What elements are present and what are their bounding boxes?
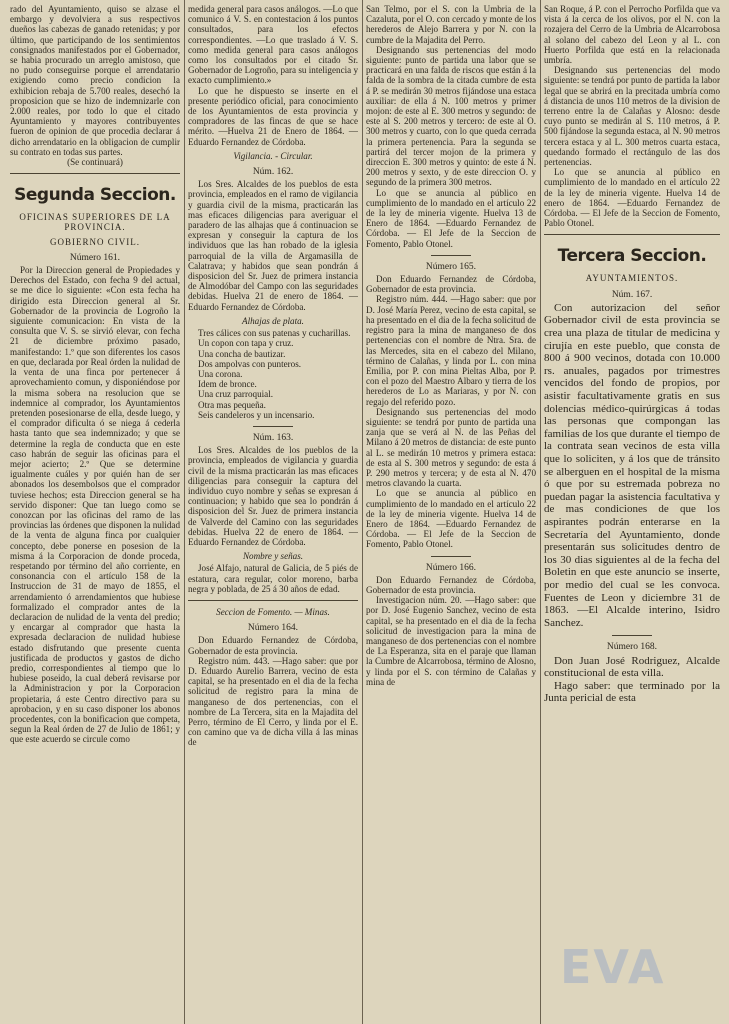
subsection-heading: Seccion de Fomento. — Minas.	[216, 606, 330, 617]
paragraph: Por la Direccion general de Propiedades y Derechos del Estado, con fecha 9 del actual, se me dice lo siguiente: «Con esta fecha ha dirigido esta Direccion general al Sr. Gobernador de la provincia de Logroño la siguiente comunicacion: En vista de la consulta que V. S. se sirvió elevar, con fecha 21 de diciembre próximo pasado, manifestando: 1.º que son diferentes los casos en que, declarada por Real órden la nulidad de la venta de una finca por pertenecer á aprovechamiento comun, y disponiéndose por la misma sobera na resolucion que se indemnice al comprador, los Ayuntamientos pretenden posesionarse de ella, desde luego, y el comprador dificulta ó se niega á cederla hasta tanto que sea indemnizado; y que se determine la regla de conducta que en este caso habrán de seguir las oficinas para el mejor acierto; 2.º Que se determine igualmente cuáles y por quién han de ser abonados los desembolsos que el comprador tuviese hechos; esta Direccion general se ha servido disponer: Que tan luego como se conozcan por las oficinas del ramo de las provincias las órdenes que disponen la nulidad de la venta de alguna finca por cualquier concepto, debe ponerse en posesion de la misma á la Corporacion de donde proceda, respetando por término del año corriente, en consonancia con el artículo 158 de la Instruccion de 31 de mayo de 1855, el arrendamiento ó arrendamientos que hubiese formalizado el comprador antes de la declaracion de nulidad de la venta del predio; y encargar al comprador que hasta la expresada declaracion de nulidad hubiese estado disfrutando que presente cuenta justificada de productos y gastos de dicho predio, correspondientes al tiempo que lo hubiese poseido, la cual deberá revisarse por la Administracion y por la Corporacion propietaria, á este Centro directivo para su aprobacion, y en su caso disponer los abonos procedentes, con la bonificacion que competa, segun la Real órden de 27 de Julio de 1861; y que este acuerdo se circule como	[10, 265, 180, 745]
paragraph: José Alfajo, natural de Galicia, de 5 piés de estatura, cara regular, color moreno, barba negra y poblada, de 25 á 30 años de edad.	[188, 563, 358, 594]
paragraph: Don Eduardo Fernandez de Córdoba, Gobernador de esta provincia.	[188, 635, 358, 656]
list-item: Una corona.	[198, 368, 243, 379]
paragraph: Hago saber: que terminado por la Junta pericial de esta	[544, 679, 720, 705]
notice-number: Número 166.	[425, 562, 477, 573]
gov-heading: GOBIERNO CIVIL.	[50, 236, 140, 247]
watermark-stamp: EVA	[560, 940, 666, 994]
divider	[10, 173, 180, 174]
paragraph: Los Sres. Alcaldes de los pueblos de la provincia, empleados de vigilancia y guardia civil de la misma practicarán las mas eficaces diligencias para conseguir la captura del individuo cuyo nombre y señas se expresan á continuacion; y habido que sea lo pondrán á disposicion del Sr. Juez de primera instancia de Valverde del Camino con las seguridades debidas. Huelva 22 de enero de 1864. —Eduardo Fernandez de Córdoba.	[188, 445, 358, 547]
paragraph: Don Eduardo Fernandez de Córdoba, Gobernador de esta provincia.	[366, 574, 536, 595]
list-item: Dos ampolvas con punteros.	[198, 358, 302, 369]
notice-number: Número 164.	[247, 623, 299, 634]
column-rule	[540, 0, 541, 1024]
continuation-note: (Se continuará)	[67, 157, 123, 168]
paragraph: Don Juan José Rodriguez, Alcalde constitucional de esta villa.	[544, 654, 720, 680]
notice-number: Número 168.	[606, 642, 658, 653]
divider	[253, 426, 293, 427]
column-rule	[184, 0, 185, 1024]
paragraph: Designando sus pertenencias del modo siguiente: punto de partida una labor que se practicará en una falda de riscos que están á la falda de la sombra de la citada cumbre de esta á P. se medirán 30 metros fijándose una estaca auxiliar: de ella á N. 100 metros y primer mojon: de este al E. 300 metros y segundo: de este al S. 200 metros y tercero: de este al O. 300 metros y cuarto, con lo que queda cerrada la primera pertenencia. Para la segunda se partirá del tercer mojon de la primera y direccion E. 300 metros y quinto: de este á N. 200 metros y sexto, y de este direccion O. y segundo de la primera 300 metros.	[366, 44, 536, 188]
column-1	[10, 4, 180, 1020]
paragraph: rado del Ayuntamiento, quiso se alzase el embargo y devolviera a sus respectivos dueños las cabezas de ganado retenidas; y por último, que participando de los sentimientos consignados manifestados por el Gobernador, se habia procurado un arreglo amistoso, que no pudo conseguirse porque el arrendatario exigiendo como precio condicion la exhibicion rebaja de 5.700 reales, desechó la proposicion que se hizo de indemnizarle con 2.000 reales, por todo lo que el citado Ayuntamiento y mayores contribuyentes fueron de opinion de que procedia declarar á dicho arrendatario en la obligacion de cumplir su contrato en todas sus partes.	[10, 4, 180, 157]
paragraph: Registro núm. 443. —Hago saber: que por D. Eduardo Aurelio Barrera, vecino de esta capital, se ha presentado en el dia de la fecha solicitud de registro para la mina de manganeso de dos pertenencias, con el nombre de La Tercera, sita en la Majadita del Perro, término de El Cerro, y linda por el E. con camino que va de dicha villa á las minas de	[188, 655, 358, 748]
column-2	[188, 4, 358, 1020]
divider	[431, 255, 471, 256]
list-item: Otra mas pequeña.	[198, 399, 266, 410]
alhajas-list	[188, 328, 358, 420]
divider	[612, 635, 652, 636]
paragraph: Designando sus pertenencias del modo siguiente: se tendrá por punto de partida la labor legal que se abrirá en la precitada umbría como á distancia de unos 110 metros de la division de terreno entre la de Calañas y Alosno: desde cuyo punto se medirán al S. 110 metros, á P. 500 fijándose la segunda estaca, al N. 90 metros tercera estaca y al L. 300 metros cuarta estaca, quedando formado el rectángulo de las dos pertenencias.	[544, 65, 720, 168]
list-item: Una cruz parroquial.	[198, 389, 273, 400]
divider	[431, 556, 471, 557]
notice-number: Número 161.	[69, 252, 121, 263]
paragraph: Don Eduardo Fernandez de Córdoba, Gobernador de esta provincia.	[366, 274, 536, 295]
paragraph: Lo que se anuncia al público en cumplimiento de lo mandado en el artículo 22 de la ley de mineria vigente. Huelva 14 de Enero de 1864. —Eduardo Fernandez de Córdoba. — El Jefe de la Seccion de Fomento, Pablo Otonel.	[366, 488, 536, 550]
paragraph: Investigacion núm. 20. —Hago saber: que por D. José Eugenio Sanchez, vecino de esta capital, se ha presentado en el dia de la fecha solicitud de investigacion para la mina de manganeso de dos pertenencias con el nombre de La Esperanza, sita en el paraje que llaman la Cumbre de Alcarrobosa, término de Alosno, y linda por el S. con término de Calañas y mina de	[366, 595, 536, 687]
paragraph: Lo que se anuncia al público en cumplimiento de lo mandado en el artículo 22 de la ley de mineria vigente. Huelva 14 de enero de 1864. —Eduardo Fernandez de Córdoba. — El Jefe de la Seccion de Fomento, Pablo Otonel.	[544, 167, 720, 229]
section-title: Tercera Seccion.	[557, 246, 707, 267]
list-heading: Alhajas de plata.	[242, 315, 304, 326]
column-4	[544, 4, 720, 1020]
paragraph: San Roque, á P. con el Perrocho Porfilda que va vista á la cerca de los olivos, por el N. con la rozajera del Cerro de la Umbria de Alcarrobosa al solano del cabezo del Leon y al L. con Huerto Porfilda que está en la relacionada umbría.	[544, 4, 720, 66]
paragraph: Lo que se anuncia al público en cumplimiento de lo mandado en el artículo 22 de la ley de mineria vigente. Huelva 13 de Enero de 1864. —Eduardo Fernandez de Córdoba. — El Jefe de la Seccion de Fomento, Pablo Otonel.	[366, 187, 536, 249]
paragraph: medida general para casos análogos. —Lo que comunico á V. S. en contestacion á los puntos consultados, para los efectos correspondientes. —Lo que traslado á V. S. como medida general para casos análogos como los consultados por el citado Sr. Gobernador de Logroño, para su inteligencia y exacto cumplimiento.»	[188, 4, 358, 86]
subsection-heading: Vigilancia. - Circular.	[233, 150, 313, 161]
offices-heading: OFICINAS SUPERIORES DE LA PROVINCIA.	[19, 212, 171, 233]
notice-number: Núm. 167.	[611, 289, 653, 300]
paragraph: Designando sus pertenencias del modo siguiente: se tendrá por punto de partida una zanja que se verá al N. de las Peñas del Milano á 20 metros de distancia: de este punto al L. se medirán 10 metros y primera estaca: de esta al S. 300 metros y segundo: de esta á P. 290 metros y tercera; y de esta al N. 470 metros clavando la cuarta.	[366, 406, 536, 489]
paragraph: Registro núm. 444. —Hago saber: que por D. José María Perez, vecino de esta capital, se ha presentado en el dia de la fecha solicitud de registro para la mina de manganeso de dos pertenencias con el nombre de Ntra. Sra. de las Mercedes, sita en el cabezo del Milano, término de Calañas, y linda por L. con mina Emilia, por P. con mina Pieltas Alba, por P. con el pozo del Maestro Albaro y tierra de los herederos de Lo as Mariaras, y por N. con regajo del referido pozo.	[366, 294, 536, 407]
ayuntamientos-heading: AYUNTAMIENTOS.	[585, 273, 679, 284]
paragraph: Lo que he dispuesto se inserte en el presente periódico oficial, para conocimiento de los Ayuntamientos de esta provincia y compradores de las fincas de que se hace mérito. —Huelva 21 de Enero de 1864. — Eduardo Fernandez de Córdoba.	[188, 85, 358, 147]
paragraph: San Telmo, por el S. con la Umbria de la Cazaluta, por el O. con cercado y monte de los herederos de Alejo Barrera y por N. con la cumbre de la Majadita del Perro.	[366, 4, 536, 45]
list-item: Un copon con tapa y cruz.	[198, 338, 294, 349]
notice-number: Núm. 163.	[252, 432, 294, 443]
notice-number: Número 165.	[425, 261, 477, 272]
divider	[544, 234, 720, 235]
notice-number: Núm. 162.	[252, 167, 294, 178]
list-heading: Nombre y señas.	[242, 551, 304, 562]
list-item: Tres cálices con sus patenas y cucharillas.	[198, 328, 351, 339]
divider	[188, 600, 358, 601]
paragraph: Con autorizacion del señor Gobernador civil de esta provincia se crea una plaza de titular de medicina y cirujía en este pueblo, que consta de 800 á 900 vecinos, dotada con 10.000 rs. anuales, pagados por trimestres vencidos del fondo de propios, por asistir facultativamente gratis en sus dolencias médico-quirúrgicas á todas las personas que compongan las familias de los que durante el tiempo de la contrata sean vecinos de esta villa que lo soliciten, y á los que de tránsito se alberguen en el hospital de la misma ó que por su estremada pobreza no puedan pagar la asistencia facultativa y de mas condiciones de que los aspirantes podrán enterarse en la Secretaría del Ayuntamiento, donde presentarán sus solicitudes dentro de los 30 dias siguientes al de la fecha del Boletin en que este anuncio se inserte, por medio del cual se les convoca. Fuentes de Leon y diciembre 31 de 1863. —El Alcalde interino, Isidro Sanchez.	[544, 301, 720, 629]
paragraph: Los Sres. Alcaldes de los pueblos de esta provincia, empleados en el ramo de vigilancia y guardia civil de la misma, practicarán las mas eficaces diligencias para averiguar el paradero de las alhajas que á continuacion se expresan y conseguir la captura de los individuos que las han robado de la iglesia parroquial de la villa de Argamasilla de Calatrava; y habidos que sean pondrán á disposicion del Sr. Juez de primera instancia de Almodóbar del Campo con las seguridades debidas. Huelva 21 de enero de 1864. — Eduardo Fernandez de Córdoba.	[188, 179, 358, 312]
section-title: Segunda Seccion.	[14, 185, 176, 206]
list-item: Seis candeleros y un incensario.	[198, 409, 315, 420]
list-item: Una concha de bautizar.	[198, 348, 286, 359]
column-3	[366, 4, 536, 1020]
column-rule	[362, 0, 363, 1024]
list-item: Idem de bronce.	[198, 379, 257, 390]
